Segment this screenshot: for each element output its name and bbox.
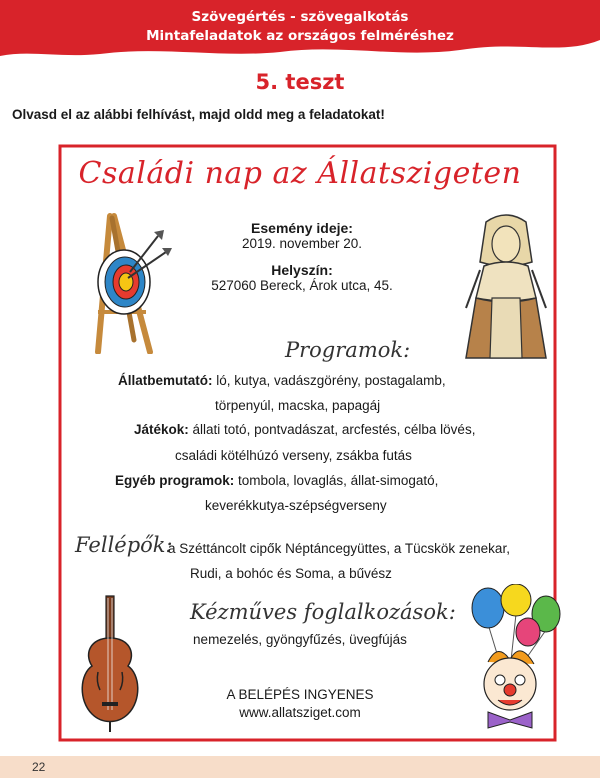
program-text: törpenyúl, macska, papagáj bbox=[215, 398, 381, 413]
website-text: www.allatsziget.com bbox=[239, 705, 361, 720]
program-text: családi kötélhúzó verseny, zsákba futás bbox=[175, 448, 412, 463]
program-text: ló, kutya, vadászgörény, postagalamb, bbox=[212, 373, 446, 388]
performers-line-2: Rudi, a bohóc és Soma, a bűvész bbox=[190, 566, 392, 581]
programs-heading: Programok: bbox=[285, 338, 411, 362]
location-value: 527060 Bereck, Árok utca, 45. bbox=[211, 278, 393, 293]
program-line-3 bbox=[134, 422, 475, 437]
program-line-4 bbox=[175, 448, 412, 463]
program-line-1 bbox=[118, 373, 446, 388]
footer-bar bbox=[0, 756, 600, 778]
header-line-2: Mintafeladatok az országos felméréshez bbox=[146, 28, 454, 44]
performers-line-1: a Széttáncolt cipők Néptáncegyüttes, a Tücskök zenekar, bbox=[168, 541, 510, 556]
cello-icon bbox=[70, 592, 152, 732]
program-label: Játékok: bbox=[134, 422, 189, 437]
crafts-heading: Kézműves foglalkozások: bbox=[190, 600, 456, 624]
performers-heading: Fellépők: bbox=[75, 533, 173, 557]
program-line-6 bbox=[205, 498, 387, 513]
header-line-1: Szövegértés - szövegalkotás bbox=[191, 9, 409, 25]
program-text: tombola, lovaglás, állat-simogató, bbox=[234, 473, 439, 488]
corn-doll-icon bbox=[456, 212, 556, 362]
program-text: állati totó, pontvadászat, arcfestés, célba lövés, bbox=[188, 422, 476, 437]
instruction-text: Olvasd el az alábbi felhívást, majd oldd meg a feladatokat! bbox=[12, 107, 385, 122]
clown-with-balloons-icon bbox=[458, 584, 568, 734]
test-title: 5. teszt bbox=[255, 70, 345, 94]
program-line-5 bbox=[115, 473, 438, 488]
location-label: Helyszín: bbox=[271, 262, 333, 278]
crafts-text: nemezelés, gyöngyfűzés, üvegfújás bbox=[193, 632, 407, 647]
event-time-value: 2019. november 20. bbox=[241, 236, 363, 251]
program-text: keverékkutya-szépségverseny bbox=[205, 498, 387, 513]
program-label: Állatbemutató: bbox=[118, 373, 213, 388]
program-label: Egyéb programok: bbox=[115, 473, 235, 488]
archery-target-icon bbox=[88, 212, 180, 354]
program-line-2 bbox=[215, 398, 380, 413]
poster-title: Családi nap az Állatszigeten bbox=[78, 156, 522, 191]
page-number: 22 bbox=[32, 760, 46, 774]
entry-text: A BELÉPÉS INGYENES bbox=[226, 687, 374, 702]
event-time-label: Esemény ideje: bbox=[251, 220, 353, 236]
